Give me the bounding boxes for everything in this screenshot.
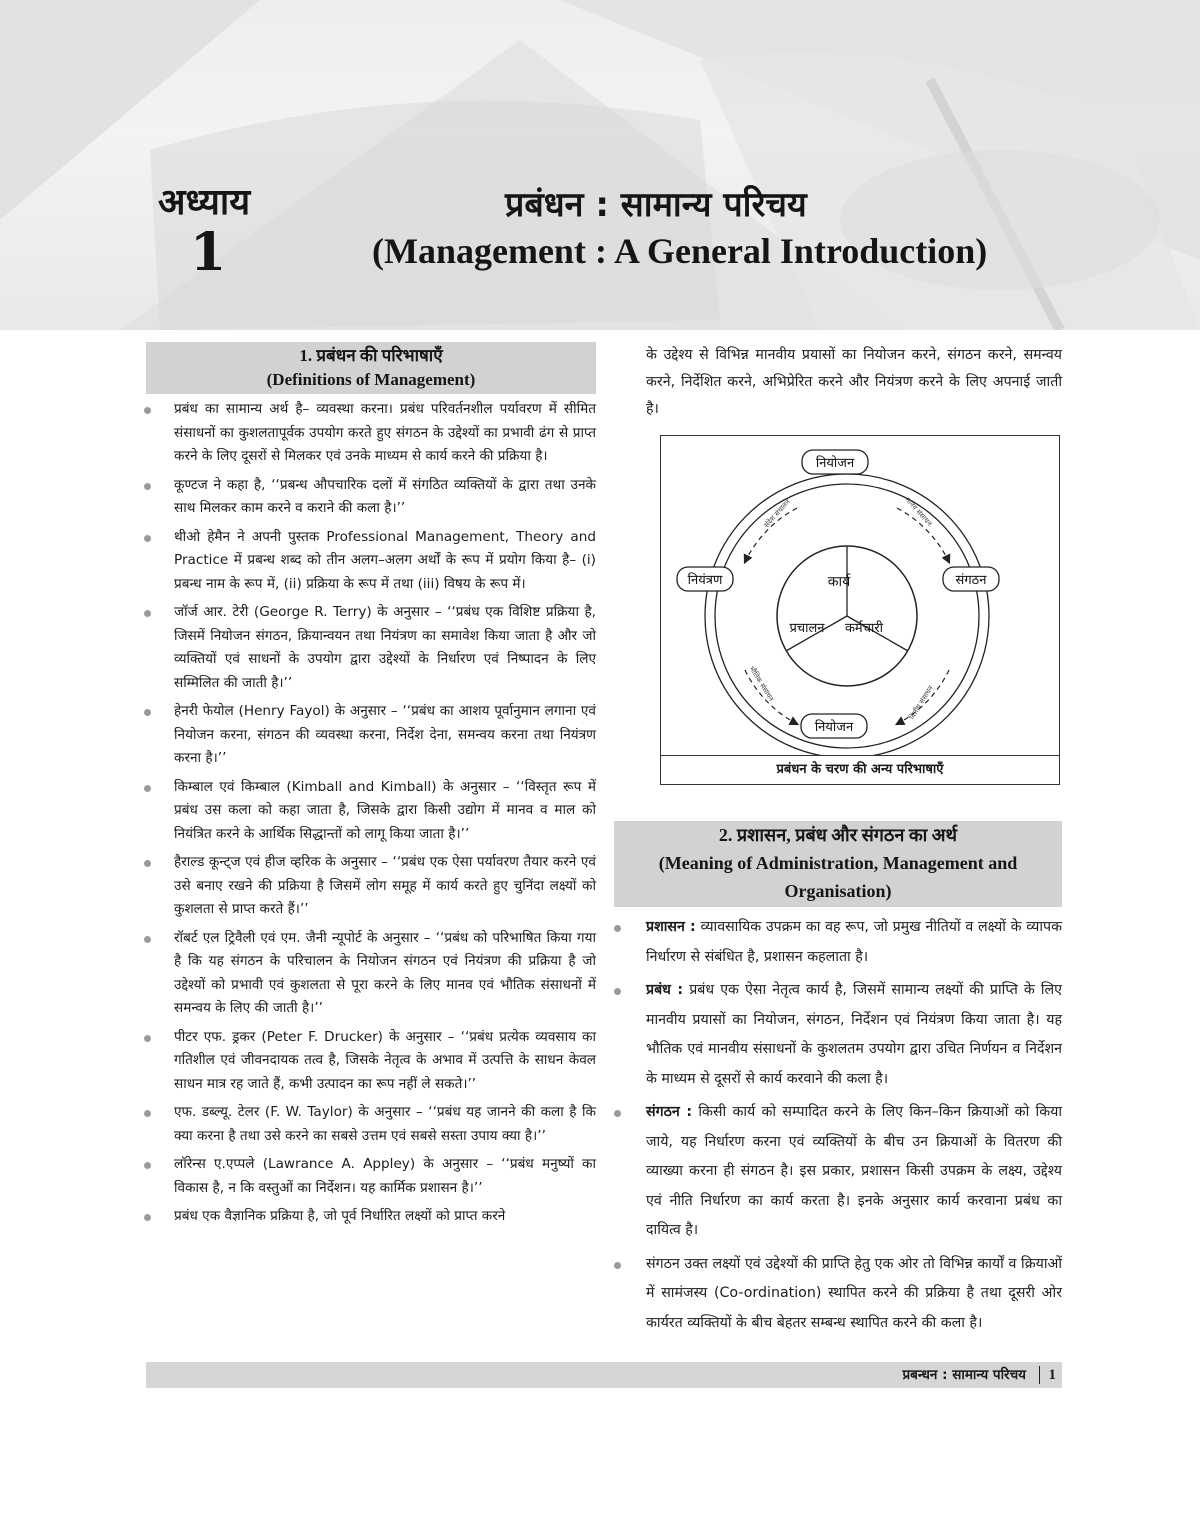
page-footer <box>146 1362 1062 1388</box>
section-2 <box>614 821 1062 1338</box>
footer-divider <box>1039 1366 1041 1384</box>
term-text: संगठन उक्त लक्ष्यों एवं उद्देश्यों की प्राप्ति हेतु एक ओर तो विभिन्न कार्यों व क्रियाओं में सामंजस्य (Co-ordination) स्थापित करने की प्रक्रिया है तथा दूसरी ओर कार्यरत व्यक्तियों के बीच बेहतर सम्बन्ध स्थापित करने की कला है। <box>646 1255 1062 1331</box>
chapter-number: 1 <box>190 222 227 283</box>
list-item <box>614 976 1062 1094</box>
cycle-diagram-svg <box>661 436 1061 756</box>
chapter-label: अध्याय <box>158 182 251 223</box>
section-2-heading-english-line1: (Meaning of Administration, Management and <box>658 853 1018 873</box>
arc-label: संदेश संचालन <box>762 497 792 530</box>
list-item: थीओ हेमैन ने अपनी पुस्तक Professional Management, Theory and Practice में प्रबन्ध शब्द को तीन अलग–अलग अर्थों के रूप में प्रयोग किया है– (i) प्रबन्ध नाम के रूप में, (ii) प्रक्रिया के रूप में तथा (iii) विषय के रूप में। <box>146 526 596 597</box>
list-item: पीटर एफ. ड्रकर (Peter F. Drucker) के अनुसार – ‘‘प्रबंध प्रत्येक व्यवसाय का गतिशील एवं जीवनदायक तत्व है, जिसके नेतृत्व के अभाव में उत्पत्ति के साधन केवल साधन मात्र रह जाते हैं, कभी उत्पादन का रूप नहीं ले सकते।’’ <box>146 1026 596 1097</box>
section-2-heading-hindi: 2. प्रशासन, प्रबंध और संगठन का अर्थ <box>718 825 958 845</box>
node-bottom <box>801 714 867 738</box>
arc-label: भौतिक संसाधन <box>747 664 776 703</box>
list-item <box>614 913 1062 972</box>
svg-text:नियोजन: नियोजन <box>815 456 855 471</box>
term-text: किसी कार्य को सम्पादित करने के लिए किन–किन क्रियाओं को किया जाये, यह निर्धारण करना एवं व्यक्तियों के बीच उन क्रियाओं के वितरण की व्याख्या करना ही संगठन है। इस प्रकार, प्रशासन किसी उपक्रम के लक्ष्य, उद्देश्य एवं नीति निर्धारण का कार्य करता है। इनके अनुसार कार्य करवाना प्रबंध का दायित्व है। <box>646 1104 1062 1238</box>
section-1-heading-hindi: 1. प्रबंधन की परिभाषाएँ <box>299 346 443 365</box>
page-number: 1 <box>1048 1367 1056 1383</box>
node-right <box>943 567 999 591</box>
svg-text:संगठन: संगठन <box>955 573 987 588</box>
chapter-title-english: (Management : A General Introduction) <box>372 231 988 271</box>
left-column <box>146 342 596 1234</box>
svg-text:नियोजन: नियोजन <box>814 720 854 735</box>
node-left <box>677 567 733 591</box>
meaning-list <box>614 913 1062 1338</box>
chapter-banner <box>0 0 1200 330</box>
section-2-heading <box>614 821 1062 907</box>
management-cycle-diagram <box>660 435 1060 785</box>
list-item <box>614 1250 1062 1339</box>
list-item: कूण्टज ने कहा है, ‘‘प्रबन्ध औपचारिक दलों में संगठित व्यक्तियों के द्वारा तथा उनके साथ मिलकर काम करने व कराने की कला है।’’ <box>146 474 596 521</box>
term-label: प्रशासन : <box>646 919 696 935</box>
term-label: संगठन : <box>646 1104 693 1120</box>
section-2-heading-english-line2: Organisation) <box>784 881 892 901</box>
chapter-title-hindi: प्रबंधन : सामान्य परिचय <box>505 185 807 225</box>
list-item: जॉर्ज आर. टेरी (George R. Terry) के अनुसार – ‘‘प्रबंध एक विशिष्ट प्रक्रिया है, जिसमें नियोजन संगठन, क्रियान्वयन तथा नियंत्रण का समावेश किया जाता है और जो व्यक्तियों एवं साधनों के उपयोग द्वारा उद्देश्यों के निर्धारण एवं निष्पादन के लिए सम्मिलित की जाती है।’’ <box>146 601 596 695</box>
footer-title: प्रबन्धन : सामान्य परिचय <box>902 1367 1026 1383</box>
list-item: रॉबर्ट एल ट्रिवैली एवं एम. जैनी न्यूपोर्ट के अनुसार – ‘‘प्रबंध को परिभाषित किया गया है कि यह संगठन के परिचालन के नियोजन संगठन एवं नियंत्रण की प्रक्रिया है जो उद्देश्यों को प्रभावी एवं कुशलता से पूरा करने के लिए मानव एवं भौतिक संसाधनों में समन्वय के लिए की जाती है।’’ <box>146 927 596 1021</box>
node-top <box>802 450 868 474</box>
term-text: व्यावसायिक उपक्रम का वह रूप, जो प्रमुख नीतियों व लक्ष्यों के व्यापक निर्धारण से संबंधित है, प्रशासन कहलाता है। <box>646 919 1062 965</box>
section-1-heading-english: (Definitions of Management) <box>266 370 476 389</box>
banner-background-image <box>0 0 1200 330</box>
list-item: हेनरी फेयोल (Henry Fayol) के अनुसार – ‘‘प्रबंध का आशय पूर्वानुमान लगाना एवं नियोजन करना, संगठन की व्यवस्था करना, निर्देश देना, समन्वय करना तथा नियंत्रण करना है।’’ <box>146 700 596 771</box>
arc-label: वित्तीय संसाधन <box>907 684 935 722</box>
list-item: लॉरेन्स ए.एप्पले (Lawrance A. Appley) के अनुसार – ‘‘प्रबंध मनुष्यों का विकास है, न कि वस्तुओं का निर्देशन। यह कार्मिक प्रशासन है।’’ <box>146 1153 596 1200</box>
list-item: एफ. डब्ल्यू. टेलर (F. W. Taylor) के अनुसार – ‘‘प्रबंध यह जानने की कला है कि क्या करना है तथा उसे करने का सबसे उत्तम एवं सबसे सस्ता उपाय क्या है।’’ <box>146 1101 596 1148</box>
arc-label: मानव संसाधन <box>903 495 934 528</box>
diagram-caption: प्रबंधन के चरण की अन्य परिभाषाएँ <box>661 755 1059 784</box>
center-label-left: प्रचालन <box>789 621 825 636</box>
term-label: प्रबंध : <box>646 982 684 998</box>
continued-paragraph: के उद्देश्य से विभिन्न मानवीय प्रयासों का नियोजन करने, संगठन करने, समन्वय करने, निर्देशित करने, अभिप्रेरित करने और नियंत्रण करने के लिए अपनाई जाती है। <box>646 347 1062 417</box>
center-label-top: कार्य <box>827 574 851 590</box>
list-item <box>614 1098 1062 1246</box>
section-1-heading <box>146 342 596 394</box>
list-item: प्रबंध एक वैज्ञानिक प्रक्रिया है, जो पूर्व निर्धारित लक्ष्यों को प्राप्त करने <box>146 1205 596 1229</box>
list-item: प्रबंध का सामान्य अर्थ है– व्यवस्था करना। प्रबंध परिवर्तनशील पर्यावरण में सीमित संसाधनों का कुशलतापूर्वक उपयोग करते हुए संगठन के उद्देश्यों का प्रभावी ढंग से प्राप्त करने के लिए दूसरों से मिलकर एवं उनके माध्यम से कार्य करने की प्रक्रिया है। <box>146 398 596 469</box>
center-label-right: कर्मचारी <box>844 621 884 636</box>
term-text: प्रबंध एक ऐसा नेतृत्व कार्य है, जिसमें सामान्य लक्ष्यों की प्राप्ति के लिए मानवीय प्रयासों का नियोजन, संगठन, निर्देशन एवं नियंत्रण किया जाता है। यह भौतिक एवं मानवीय संसाधनों के कुशलतम उपयोग द्वारा उचित निर्णयन व निर्देशन के माध्यम से दूसरों से कार्य करवाने की कला है। <box>646 982 1063 1087</box>
list-item: किम्बाल एवं किम्बाल (Kimball and Kimball) के अनुसार – ‘‘विस्तृत रूप में प्रबंध उस कला को कहा जाता है, जिसके द्वारा किसी उद्योग में मानव व माल को नियंत्रित करने के आर्थिक सिद्धान्तों को लागू किया जाता है।’’ <box>146 776 596 847</box>
svg-text:नियंत्रण: नियंत्रण <box>687 573 723 588</box>
list-item: हैराल्ड कून्ट्ज एवं हीज व्हरिक के अनुसार – ‘‘प्रबंध एक ऐसा पर्यावरण तैयार करने एवं उसे बनाए रखने की प्रक्रिया है जिसमें लोग समूह में कार्य करते हुए चुनिंदा लक्ष्यों को कुशलता से प्राप्त करते हैं।’’ <box>146 851 596 922</box>
definitions-list <box>146 398 596 1229</box>
right-column <box>614 342 1062 1342</box>
